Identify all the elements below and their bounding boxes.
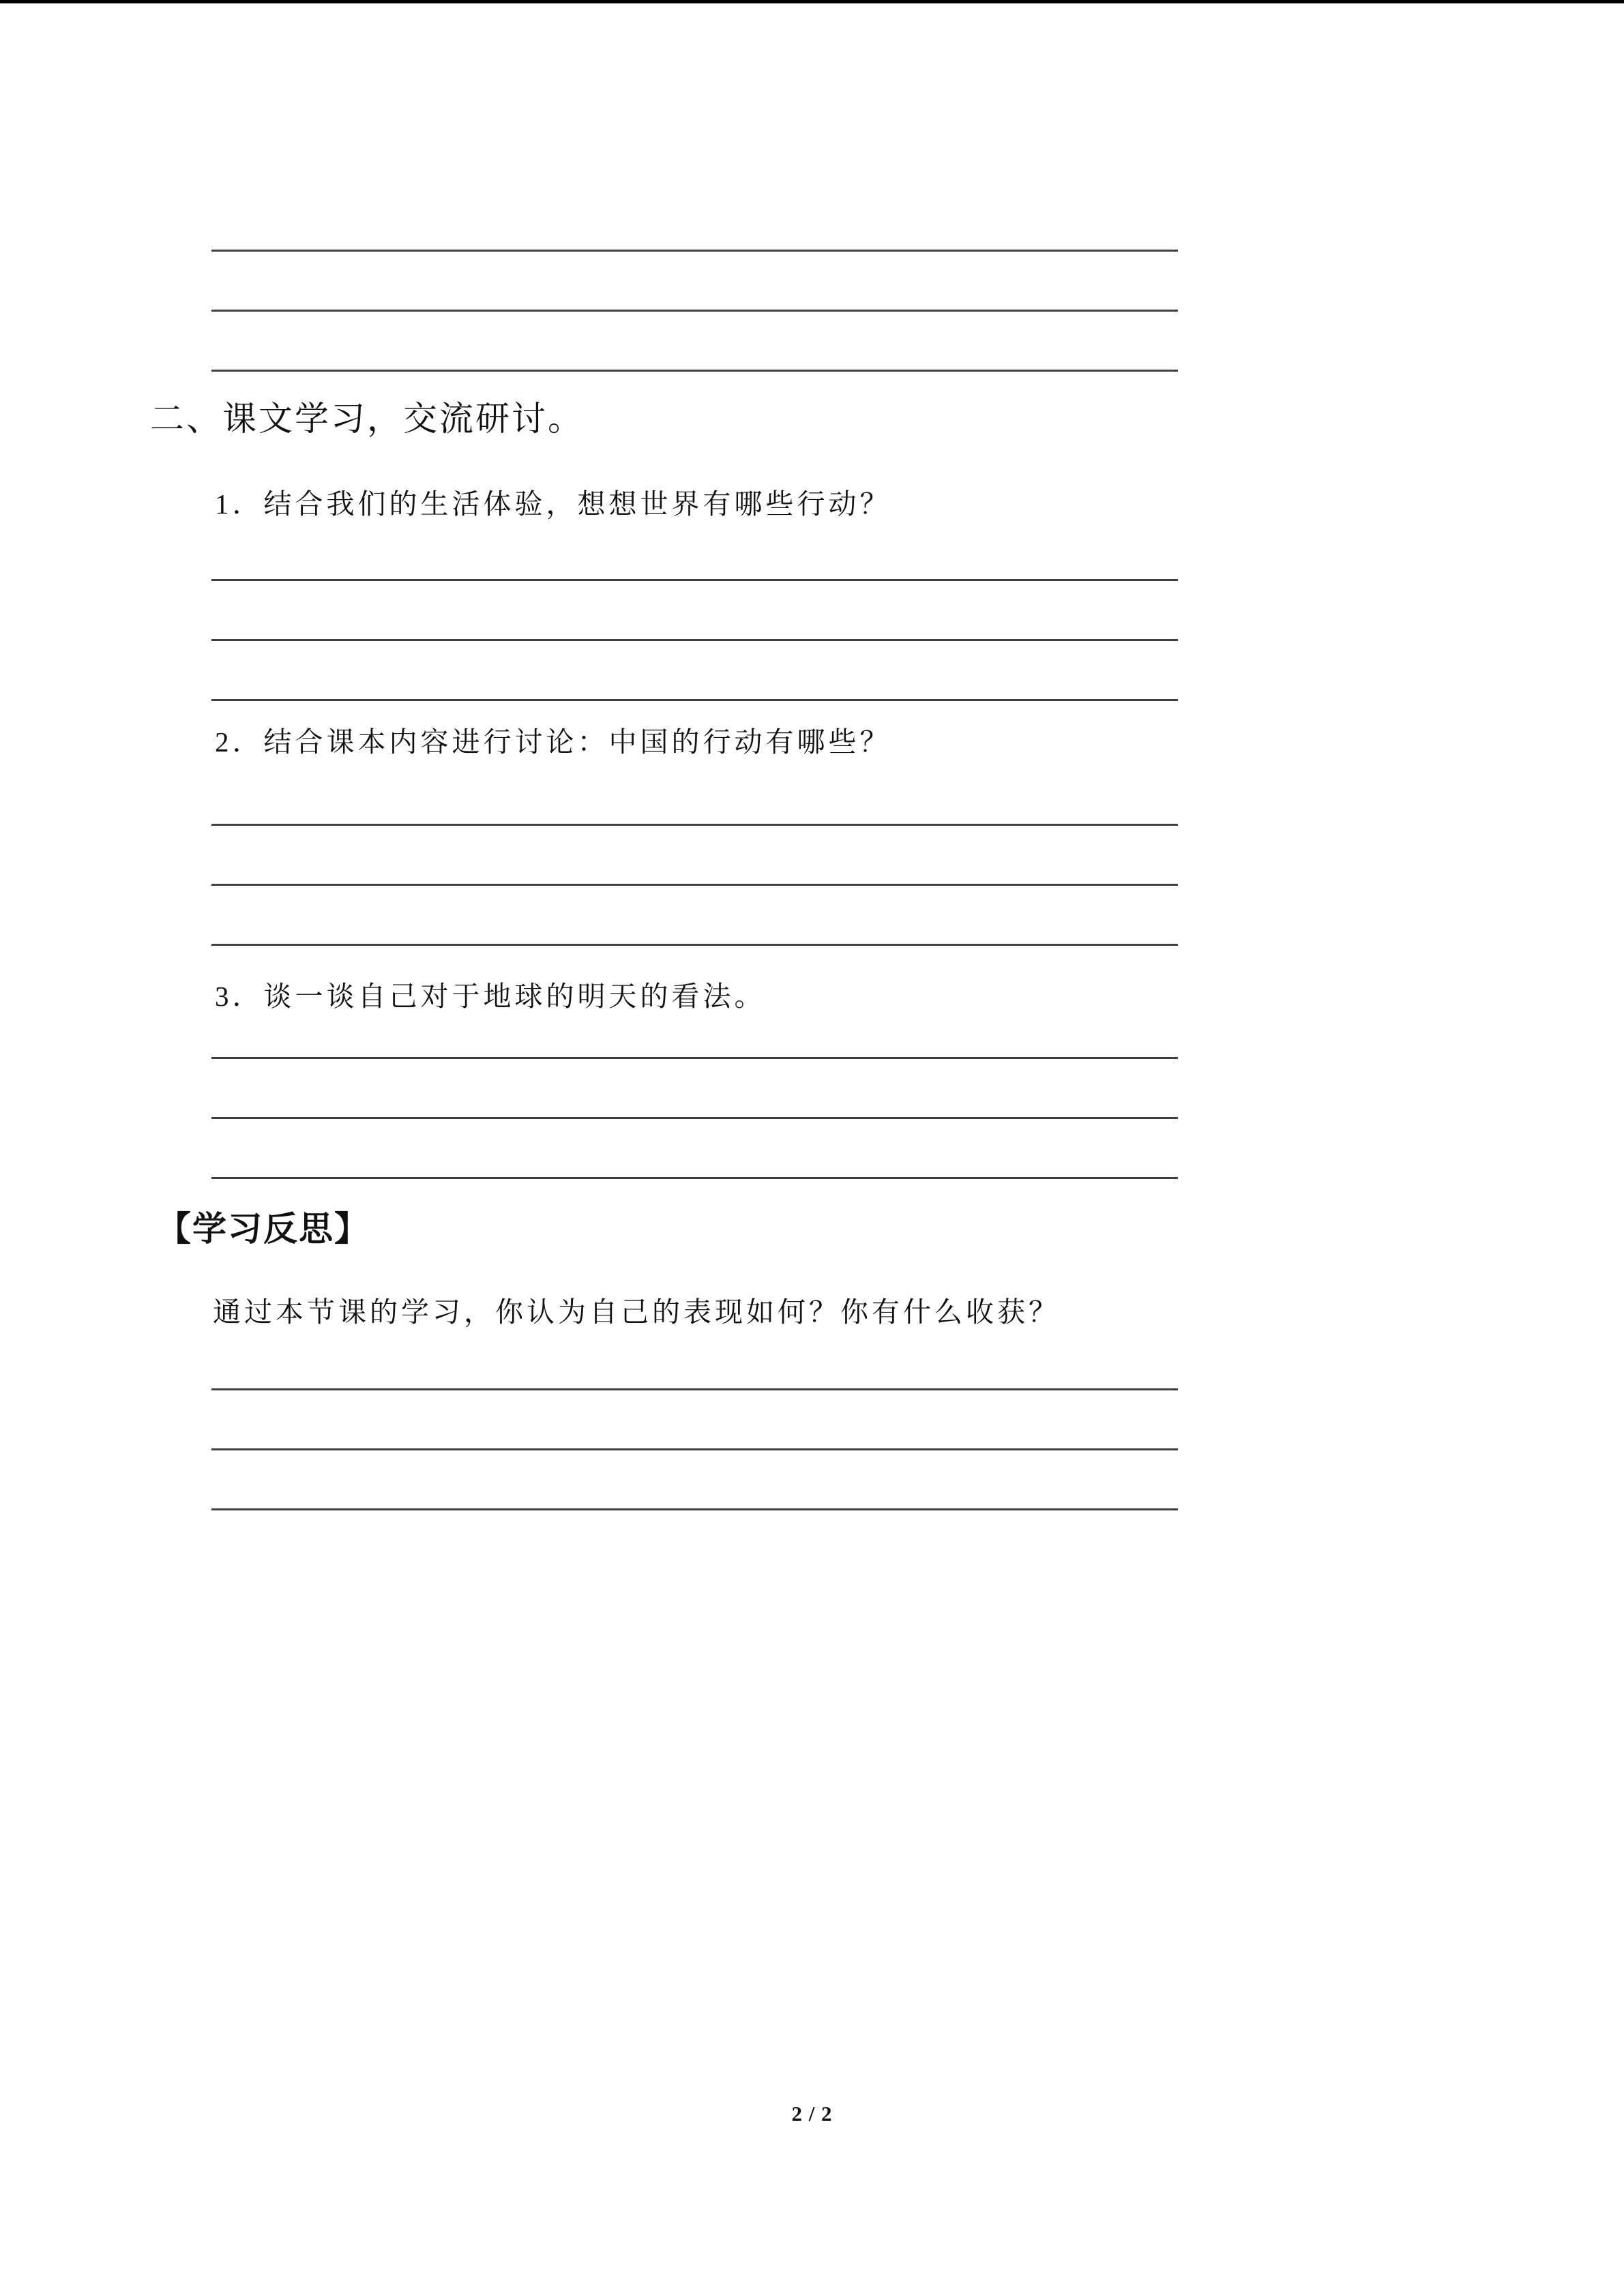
answer-line [211,944,1178,946]
answer-line [211,699,1178,701]
intro-answer-lines [211,250,1178,372]
question-3-label: 3．谈一谈自己对于地球的明天的看法。 [215,981,766,1012]
reflection-prompt: 通过本节课的学习，你认为自己的表现如何？你有什么收获？ [213,1296,1060,1328]
answer-line [211,250,1178,252]
answer-line [211,884,1178,886]
answer-line [211,824,1178,826]
reflection-answer-lines [211,1388,1178,1510]
question-2-answer-lines [211,824,1178,946]
answer-line [211,639,1178,641]
answer-line [211,1177,1178,1179]
answer-line [211,1508,1178,1510]
reflection-heading: 【学习反思】 [157,1210,370,1248]
question-1-label: 1．结合我们的生活体验，想想世界有哪些行动？ [215,488,891,520]
answer-line [211,579,1178,581]
question-3-answer-lines [211,1057,1178,1179]
answer-line [211,1448,1178,1450]
answer-line [211,1388,1178,1390]
answer-line [211,1057,1178,1059]
page-number: 2 / 2 [791,2102,833,2126]
question-2-label: 2．结合课本内容进行讨论：中国的行动有哪些？ [215,726,891,758]
answer-line [211,310,1178,312]
answer-line [211,370,1178,372]
answer-line [211,1117,1178,1119]
section-heading: 二、课文学习，交流研讨。 [150,400,584,438]
page-top-border [0,0,1624,3]
question-1-answer-lines [211,579,1178,701]
